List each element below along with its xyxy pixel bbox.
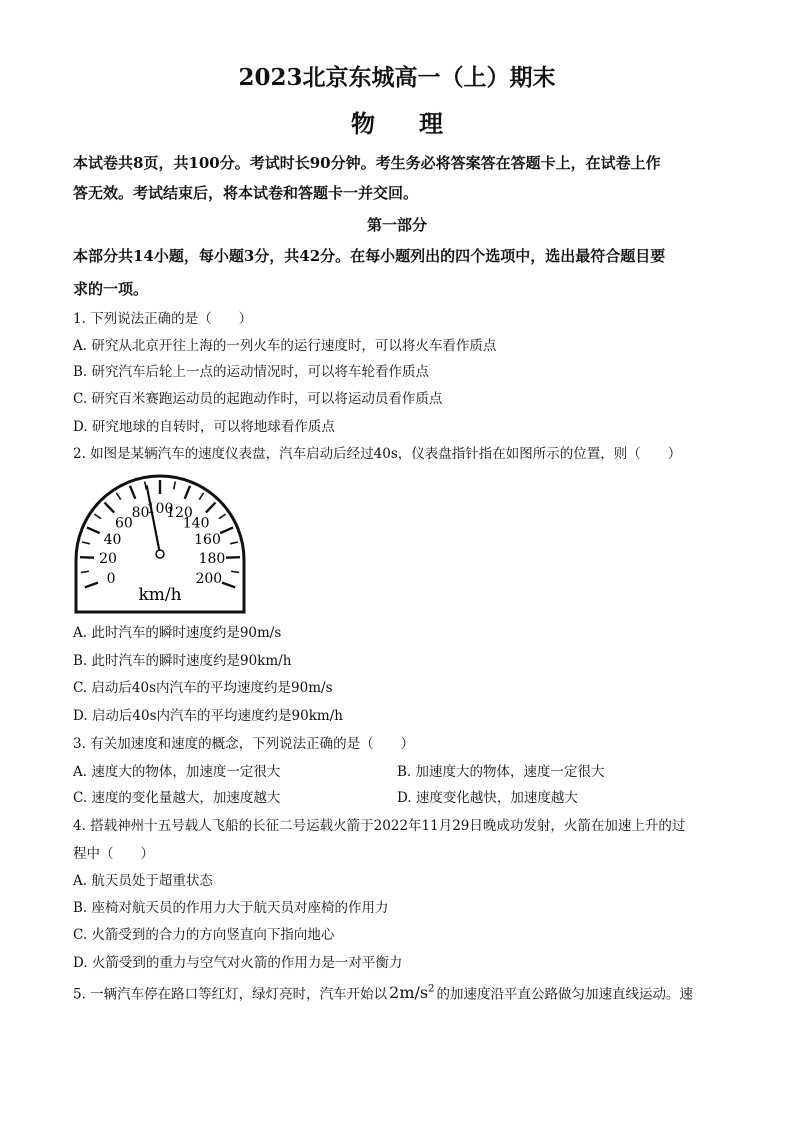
- gauge-tick: [174, 481, 176, 489]
- q1-option-c: C. 研究百米赛跑运动员的起跑动作时，可以将运动员看作质点: [73, 391, 443, 407]
- q5-stem-part-1: 5. 一辆汽车停在路口等红灯，绿灯亮时，汽车开始以: [73, 986, 388, 1003]
- gauge-tick: [87, 527, 100, 533]
- gauge-tick: [82, 542, 90, 544]
- subject-char-2: 理: [419, 109, 443, 138]
- gauge-tick: [85, 583, 98, 588]
- q5-stem-part-2: 的加速度沿平直公路做匀加速直线运动。速: [436, 986, 693, 1003]
- subject-char-1: 物: [351, 109, 375, 138]
- gauge-tick-label: 60: [114, 515, 133, 532]
- q5-acceleration: [389, 983, 434, 1002]
- intro-line-1: 本试卷共8页，共100分。考试时长90分钟。考生务必将答案答在答题卡上，在试卷上作: [73, 154, 661, 172]
- q3-option-c: C. 速度的变化量越大，加速度越大: [73, 790, 281, 806]
- q2-stem: 2. 如图是某辆汽车的速度仪表盘，汽车启动后经过40s，仪表盘指针指在如图所示的位置，则（ ）: [73, 446, 682, 462]
- gauge-tick: [219, 514, 226, 519]
- q2-option-b: B. 此时汽车的瞬时速度约是90km/h: [73, 653, 292, 669]
- q1-option-b: B. 研究汽车后轮上一点的运动情况时，可以将车轮看作质点: [73, 364, 430, 380]
- gauge-tick-label: 80: [131, 504, 150, 521]
- q4-option-c: C. 火箭受到的合力的方向竖直向下指向地心: [73, 927, 335, 943]
- q4-option-a: A. 航天员处于超重状态: [73, 873, 213, 889]
- q5-stem: [73, 985, 693, 1002]
- q4-option-d: D. 火箭受到的重力与空气对火箭的作用力是一对平衡力: [73, 955, 403, 971]
- gauge-tick: [94, 514, 101, 519]
- page-title: 2023北京东城高一（上）期末: [238, 64, 556, 91]
- subject-heading: [0, 109, 794, 138]
- q5-acceleration-exponent: 2: [428, 984, 435, 995]
- q4-stem-line-1: 4. 搭载神州十五号载人飞船的长征二号运载火箭于2022年11月29日晚成功发射，火箭在加速上升的过: [73, 818, 686, 834]
- gauge-tick-label: 100: [146, 501, 174, 517]
- gauge-tick-label: 200: [195, 570, 223, 587]
- gauge-tick-label: 140: [182, 515, 210, 532]
- speedometer-figure: [70, 470, 250, 616]
- gauge-tick-label: 20: [99, 551, 117, 568]
- gauge-tick: [116, 493, 120, 500]
- q2-option-c: C. 启动后40s内汽车的平均速度约是90m/s: [73, 680, 333, 696]
- gauge-tick-labels: [99, 501, 225, 587]
- gauge-tick: [185, 486, 190, 499]
- gauge-hub: [156, 550, 164, 558]
- part-desc-line-2: 求的一项。: [73, 280, 149, 298]
- intro-line-2: 答无效。考试结束后，将本试卷和答题卡一并交回。: [73, 184, 419, 202]
- gauge-tick-label: 40: [103, 531, 122, 548]
- gauge-tick: [104, 502, 114, 512]
- gauge-tick-label: 160: [194, 531, 221, 548]
- q2-option-d: D. 启动后40s内汽车的平均速度约是90km/h: [73, 708, 343, 724]
- gauge-tick-label: 180: [198, 551, 226, 568]
- q1-option-d: D. 研究地球的自转时，可以将地球看作质点: [73, 419, 335, 435]
- q4-option-b: B. 座椅对航天员的作用力大于航天员对座椅的作用力: [73, 900, 389, 916]
- gauge-tick: [145, 481, 147, 489]
- gauge-tick-label: 120: [166, 504, 193, 521]
- gauge-tick: [81, 571, 89, 572]
- gauge-tick-label: 0: [106, 570, 116, 587]
- q2-option-a: A. 此时汽车的瞬时速度约是90m/s: [73, 625, 282, 641]
- gauge-unit: km/h: [138, 585, 182, 605]
- gauge-tick: [130, 486, 135, 499]
- q3-stem: 3. 有关加速度和速度的概念，下列说法正确的是（ ）: [73, 736, 415, 752]
- q5-acceleration-value: 2m/s: [389, 983, 429, 1003]
- q1-stem: 1. 下列说法正确的是（ ）: [73, 311, 253, 327]
- q3-option-b: B. 加速度大的物体，速度一定很大: [397, 764, 605, 780]
- q3-option-a: A. 速度大的物体，加速度一定很大: [73, 764, 281, 780]
- gauge-tick: [220, 527, 233, 533]
- gauge-tick: [199, 493, 203, 500]
- gauge-tick: [231, 571, 239, 572]
- part-heading: 第一部分: [366, 216, 427, 234]
- part-desc-line-1: 本部分共14小题，每小题3分，共42分。在每小题列出的四个选项中，选出最符合题目要: [73, 247, 666, 265]
- gauge-tick: [206, 502, 216, 512]
- gauge-tick: [230, 542, 238, 544]
- q1-option-a: A. 研究从北京开往上海的一列火车的运行速度时，可以将火车看作质点: [73, 338, 497, 354]
- gauge-tick: [222, 583, 235, 588]
- q4-stem-line-2: 程中（ ）: [73, 846, 154, 862]
- q3-option-d: D. 速度变化越快，加速度越大: [397, 790, 578, 806]
